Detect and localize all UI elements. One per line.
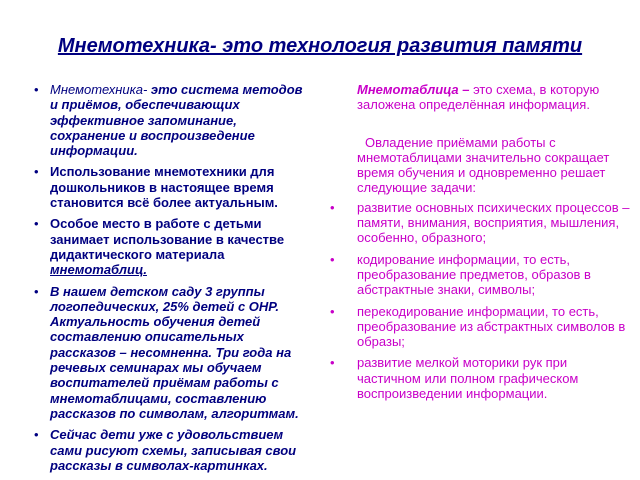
task-text: развитие основных психических процессов – памяти, внимания, восприятия, мышления, особенно, образного; [357, 199, 630, 246]
right-column [330, 82, 630, 407]
task-item-1 [330, 200, 630, 246]
left-bullet-2 [34, 164, 306, 210]
bullet-dot: • [34, 164, 39, 180]
definition-term: Мнемотаблица – [357, 82, 470, 97]
left-bullet-1 [34, 82, 306, 158]
task-item-3 [330, 304, 630, 350]
left-bullet-5 [34, 427, 306, 473]
bullet-dot: • [330, 251, 335, 267]
task-item-2 [330, 252, 630, 298]
definition-lead: Мнемотехника- [50, 82, 148, 97]
mnemotable-link[interactable]: мнемотаблиц. [50, 262, 147, 278]
task-text: развитие мелкой моторики рук при частичном или полном графическом воспроизведении информации. [357, 355, 579, 402]
left-bullet-3 [34, 216, 306, 277]
bullet-text: Использование мнемотехники для дошкольников в настоящее время становится всё более актуальным. [50, 164, 278, 211]
bullet-text: В нашем детском саду 3 группы логопедических, 25% детей с ОНР. Актуальность обучения детей составлению описательных рассказов – несомненна. Три года на речевых семинарах мы обучаем воспитателей приёмам работы с мнемотаблицами, составлению рассказов по символам, алгоритмам. [50, 283, 299, 421]
intro-paragraph: Овладение приёмами работы с мнемотаблицами значительно сокращает время обучения и одновременно решает следующие задачи: [357, 134, 610, 196]
bullet-dot: • [330, 355, 335, 371]
left-bullet-4 [34, 284, 306, 422]
definition-text: это схема, в которую заложена определённая информация. [357, 82, 600, 113]
definition-text: это система методов и приёмов, обеспечивающих эффективное запоминание, сохранение и воспроизведение информации. [50, 82, 303, 159]
definition-paragraph [330, 82, 630, 113]
bullet-dot: • [330, 303, 335, 319]
bullet-text: Особое место в работе с детьми занимает использование в качестве дидактического материала [50, 216, 285, 262]
left-column [34, 82, 306, 479]
bullet-dot: • [330, 199, 335, 215]
task-text: кодирование информации, то есть, преобразование предметов, образов в абстрактные знаки, символы; [357, 251, 591, 298]
bullet-dot: • [34, 427, 39, 443]
task-text: перекодирование информации, то есть, преобразование из абстрактных символов в образы; [357, 303, 626, 350]
task-item-4 [330, 355, 630, 401]
bullet-text: Сейчас дети уже с удовольствием сами рисуют схемы, записывая свои рассказы в символах-картинках. [50, 427, 297, 473]
bullet-dot: • [34, 216, 39, 232]
bullet-dot: • [34, 82, 39, 97]
bullet-dot: • [34, 283, 39, 299]
page-title: Мнемотехника- это технология развития памяти [57, 35, 583, 57]
